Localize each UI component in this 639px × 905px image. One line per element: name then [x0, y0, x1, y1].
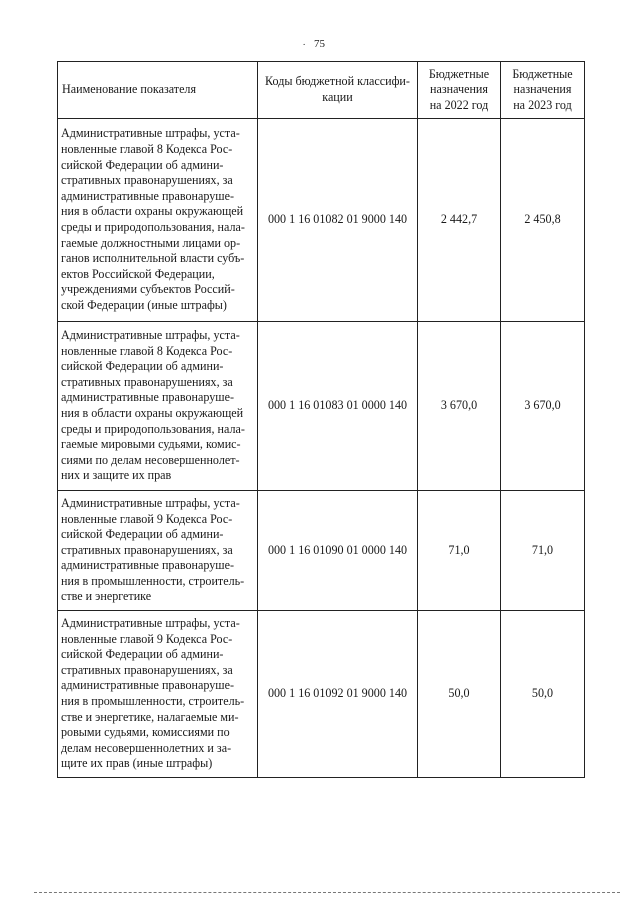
page-edge-line: [34, 892, 620, 893]
header-2022: Бюджетные назначения на 2022 год: [418, 62, 501, 119]
table-row: [58, 119, 585, 322]
table-row: [58, 491, 585, 611]
row-value-2022: 50,0: [418, 611, 501, 778]
row-value-2023: 3 670,0: [501, 322, 585, 491]
row-code: 000 1 16 01082 01 9000 140: [258, 119, 418, 322]
table-header-row: [58, 62, 585, 119]
page-number: 75: [314, 38, 325, 50]
table-row: [58, 611, 585, 778]
header-2023: Бюджетные назначения на 2023 год: [501, 62, 585, 119]
row-value-2023: 50,0: [501, 611, 585, 778]
row-value-2023: 71,0: [501, 491, 585, 611]
row-code: 000 1 16 01090 01 0000 140: [258, 491, 418, 611]
row-value-2022: 3 670,0: [418, 322, 501, 491]
row-name: Административные штрафы, уста- новленные главой 8 Кодекса Рос- сийской Федерации об админи- стративных правонарушениях, за административные правонаруше- ния в области охраны окружающей среды и природопользования, нала- гаемые мировыми судьями, комис- сиями по делам несовершеннолет- них и защите их прав: [58, 322, 258, 491]
header-code: Коды бюджетной классифи- кации: [258, 62, 418, 119]
budget-table: [57, 61, 585, 778]
row-name: Административные штрафы, уста- новленные главой 8 Кодекса Рос- сийской Федерации об админи- стративных правонарушениях, за административные правонаруше- ния в области охраны окружающей среды и природопользования, нала- гаемые должностными лицами ор- ганов исполнительной власти субъ- ектов Российской Федерации, учреждениями субъектов Россий- ской Федерации (иные штрафы): [58, 119, 258, 322]
row-name: Административные штрафы, уста- новленные главой 9 Кодекса Рос- сийской Федерации об админи- стративных правонарушениях, за административные правонаруше- ния в промышленности, строитель- стве и энергетике, налагаемые ми- ровыми судьями, комиссиями по делам несовершеннолетних и за- щите их прав (иные штрафы): [58, 611, 258, 778]
row-name: Административные штрафы, уста- новленные главой 9 Кодекса Рос- сийской Федерации об админи- стративных правонарушениях, за административные правонаруше- ния в промышленности, строитель- стве и энергетике: [58, 491, 258, 611]
row-code: 000 1 16 01083 01 0000 140: [258, 322, 418, 491]
row-value-2022: 71,0: [418, 491, 501, 611]
scan-dot: .: [303, 37, 306, 47]
table-row: [58, 322, 585, 491]
row-value-2023: 2 450,8: [501, 119, 585, 322]
header-name: Наименование показателя: [58, 62, 258, 119]
row-code: 000 1 16 01092 01 9000 140: [258, 611, 418, 778]
row-value-2022: 2 442,7: [418, 119, 501, 322]
